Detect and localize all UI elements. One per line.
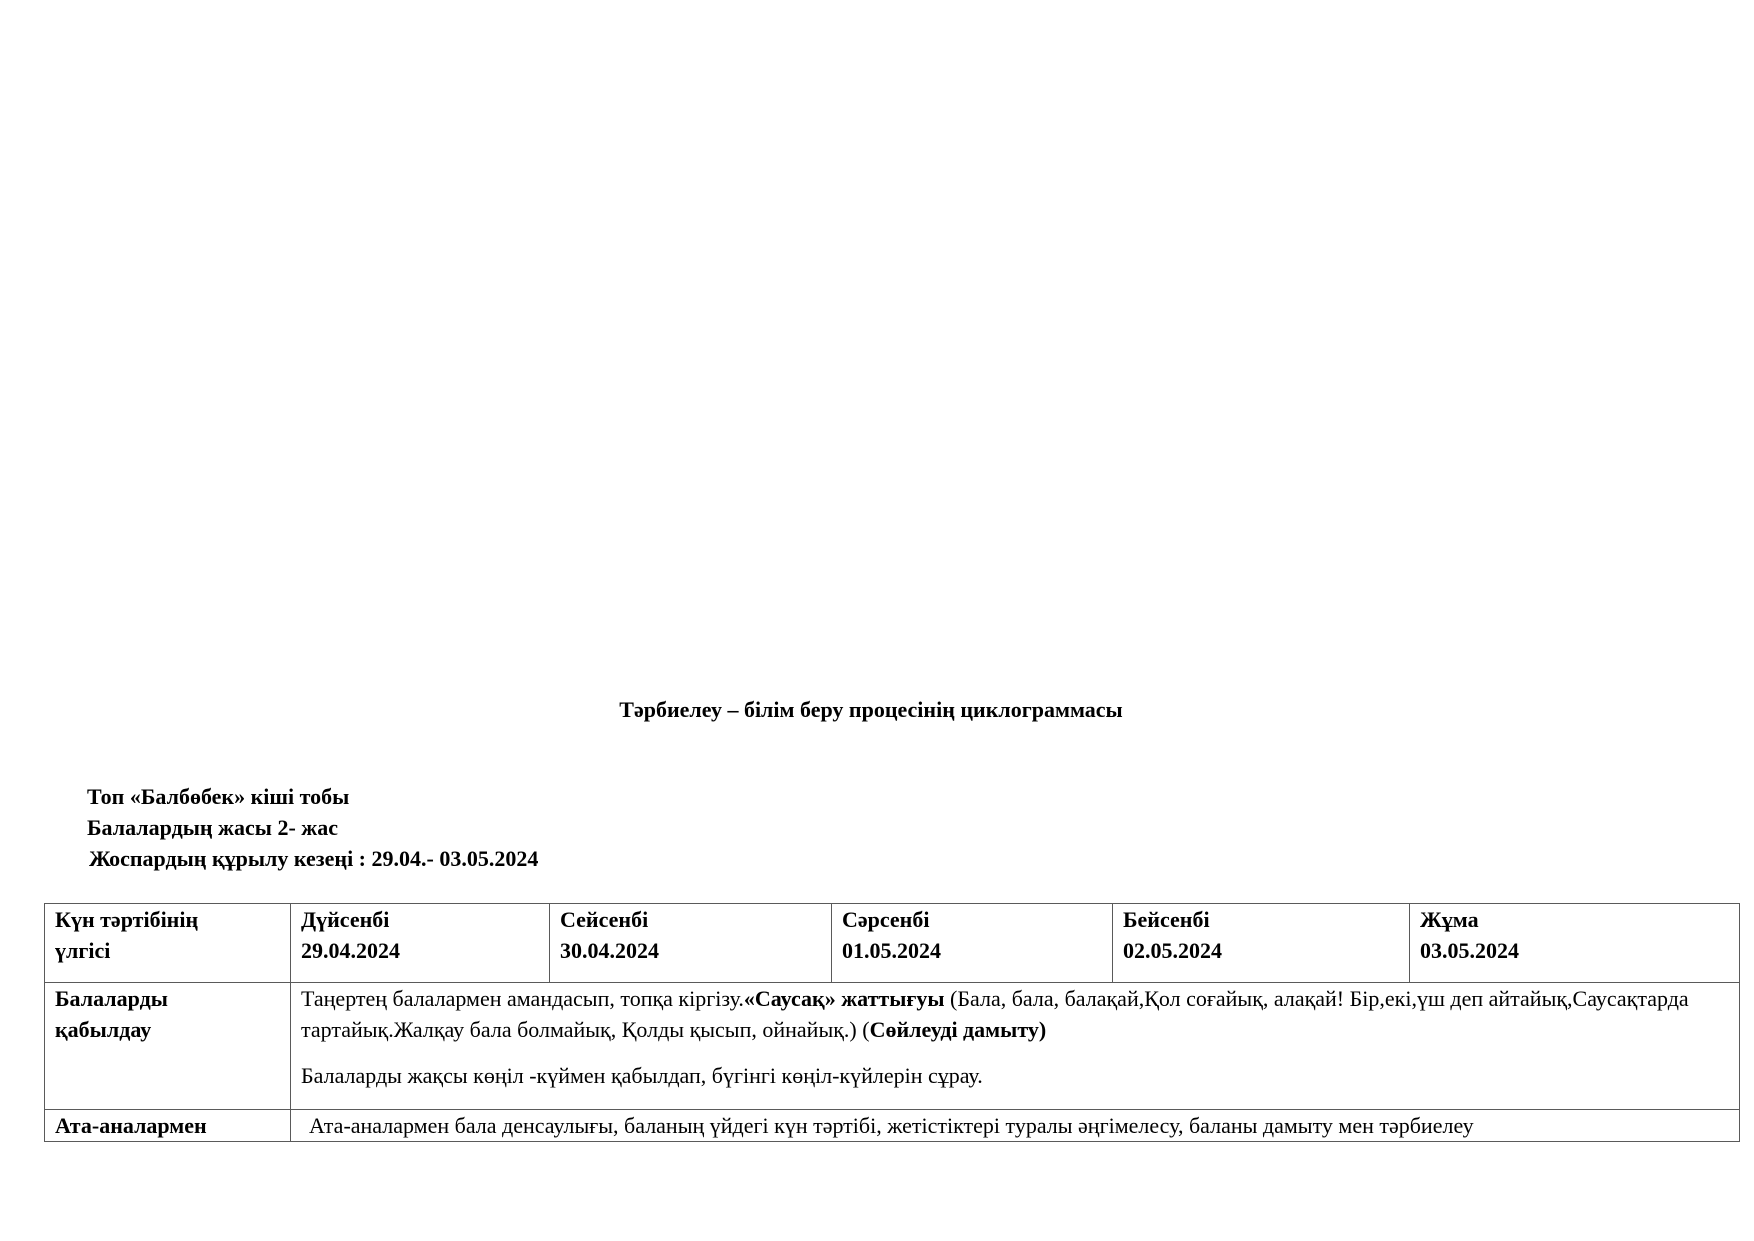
- age-line: Балалардың жасы 2- жас: [87, 815, 338, 840]
- day-date: 30.04.2024: [560, 938, 659, 963]
- reception-label-line2: қабылдау: [55, 1017, 152, 1042]
- table-row-reception: [45, 983, 1740, 1110]
- group-line: Топ «Балбөбек» кіші тобы: [87, 784, 350, 809]
- header-cell-monday: [291, 904, 550, 983]
- day-name: Сәрсенбі: [842, 907, 930, 932]
- reception-label-line1: Балаларды: [55, 986, 168, 1011]
- exercise-name: «Саусақ» жаттығуы: [743, 986, 945, 1011]
- reception-paragraph-2: Балаларды жақсы көңіл -күймен қабылдап, бүгінгі көңіл-күйлерін сұрау.: [301, 1063, 983, 1088]
- row-label-parents: Ата-аналармен: [45, 1110, 291, 1142]
- day-date: 29.04.2024: [301, 938, 400, 963]
- day-name: Жұма: [1420, 907, 1479, 932]
- parents-text: Ата-аналармен бала денсаулығы, баланың үйдегі күн тәртібі, жетістіктері туралы әңгімелесу, баланы дамыту мен тәрбиелеу: [309, 1113, 1474, 1138]
- header-cell-thursday: [1113, 904, 1410, 983]
- header-row: [45, 904, 1740, 983]
- day-name: Сейсенбі: [560, 907, 649, 932]
- header-cell-friday: [1410, 904, 1740, 983]
- header-cell-daily-routine: [45, 904, 291, 983]
- header-col0-line1: Күн тәртібінің: [55, 907, 199, 932]
- day-date: 03.05.2024: [1420, 938, 1519, 963]
- day-name: Дүйсенбі: [301, 907, 390, 932]
- reception-text-mid: (Бала, бала, балақай,Қол соғайық, алақай! Бір,екі,үш деп айтайық,Саусақтарда тартайық.Жалқау бала болмайық, Қолды қысып, ойнайық.) (: [301, 986, 1689, 1042]
- row-label-reception: [45, 983, 291, 1110]
- skill-name: Сөйлеуді дамыту): [869, 1017, 1047, 1042]
- period-line: Жоспардың құрылу кезеңі : 29.04.- 03.05.2024: [89, 846, 539, 871]
- parents-content: [291, 1110, 1740, 1142]
- reception-content: [291, 983, 1740, 1110]
- day-date: 01.05.2024: [842, 938, 941, 963]
- table-row-parents: [45, 1110, 1740, 1142]
- header-cell-tuesday: [550, 904, 832, 983]
- day-date: 02.05.2024: [1123, 938, 1222, 963]
- schedule-table: [44, 903, 1740, 1142]
- page-title: Тәрбиелеу – білім беру процесінің циклограммасы: [619, 697, 1123, 722]
- day-name: Бейсенбі: [1123, 907, 1210, 932]
- header-cell-wednesday: [832, 904, 1113, 983]
- header-col0-line2: үлгісі: [55, 938, 111, 963]
- reception-text-start: Таңертең балалармен амандасып, топқа кіргізу.: [301, 986, 744, 1011]
